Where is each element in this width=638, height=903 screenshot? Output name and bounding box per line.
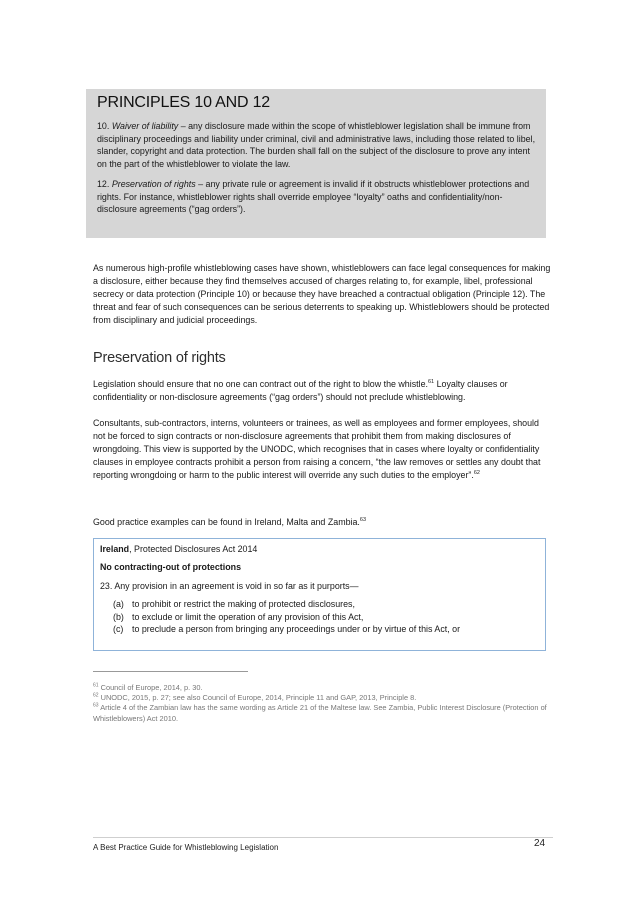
paragraph-contracting-text: Legislation should ensure that no one can contract out of the right to blow the whistle. bbox=[93, 379, 428, 389]
footnote-number: 63 bbox=[93, 702, 99, 709]
footer-title: A Best Practice Guide for Whistleblowing Legislation bbox=[93, 843, 279, 852]
paragraph-consultants bbox=[93, 417, 553, 482]
footer-separator bbox=[93, 837, 553, 838]
provision-list bbox=[100, 598, 539, 635]
footnote-62 bbox=[93, 693, 548, 703]
footnote-63 bbox=[93, 703, 548, 723]
paragraph-consultants-text: Consultants, sub-contractors, interns, volunteers or trainees, as well as employees and former employees, should not be forced to sign contracts or non-disclosure agreements that prohibit them from making disclosures of wrongdoing. This view is supported by the UNODC, which recognises that in cases where loyalty or confidentiality clauses in employee contracts prohibit a person from raising a concern, “the law removes or settles any doubt that reporting wrongdoing or harm to the public interest will override any such duties to the employer”. bbox=[93, 418, 541, 480]
footnote-text: Council of Europe, 2014, p. 30. bbox=[98, 683, 203, 692]
paragraph-good-practice bbox=[93, 516, 553, 529]
footnote-text: UNODC, 2015, p. 27; see also Council of Europe, 2014, Principle 11 and GAP, 2013, Principle 8. bbox=[98, 693, 417, 703]
footnotes bbox=[93, 683, 548, 724]
list-item bbox=[113, 623, 539, 635]
section-heading: Preservation of rights bbox=[93, 350, 226, 366]
footnote-61 bbox=[93, 683, 548, 693]
footnote-separator bbox=[93, 671, 248, 672]
list-item-mark: (a) bbox=[113, 599, 124, 610]
ireland-law-box bbox=[93, 538, 546, 651]
paragraph-contracting-text-2: Loyalty clauses or confidentiality or non-disclosure agreements (“gag orders”) should not preclude whistleblowing. bbox=[93, 379, 508, 402]
footnote-number: 61 bbox=[93, 682, 99, 689]
list-item-mark: (b) bbox=[113, 611, 124, 622]
principle-12-number: 12. bbox=[97, 178, 112, 189]
footnote-ref-62: 62 bbox=[473, 469, 480, 476]
intro-paragraph: As numerous high-profile whistleblowing cases have shown, whistleblowers can face legal consequences for making a disclosure, either because they find themselves accused of charges relating to, for example, libel, professional secrecy or data protection (Principle 10) or because they have breached a contractual obligation (Principle 12). The threat and fear of such consequences can be serious deterrents to speaking up. Whistleblowers should be protected from disciplinary and judicial proceedings. bbox=[93, 263, 551, 325]
principle-12-name: Preservation of rights bbox=[111, 178, 196, 189]
list-item-text: to prohibit or restrict the making of protected disclosures, bbox=[132, 599, 355, 610]
principle-12 bbox=[97, 178, 538, 216]
principle-10-number: 10. bbox=[97, 121, 112, 131]
principle-10 bbox=[97, 120, 538, 171]
principle-10-name: Waiver of liability bbox=[111, 121, 179, 131]
law-provision: 23. Any provision in an agreement is void in so far as it purports— bbox=[100, 580, 359, 591]
principles-box bbox=[86, 89, 546, 238]
law-title bbox=[100, 543, 539, 555]
principle-12-text: – any private rule or agreement is invalid if it obstructs whistleblower protections and rights. For instance, whistleblower rights shall override employee “loyalty” oaths and confidentiality/non-disclosure agreements (“gag orders”). bbox=[97, 178, 530, 215]
law-subtitle: No contracting-out of protections bbox=[100, 562, 242, 573]
footnote-ref-63: 63 bbox=[359, 517, 367, 524]
law-country: Ireland bbox=[100, 544, 130, 554]
law-act: , Protected Disclosures Act 2014 bbox=[129, 544, 258, 554]
paragraph-contracting bbox=[93, 378, 553, 404]
list-item-mark: (c) bbox=[113, 623, 124, 634]
footnote-text: Article 4 of the Zambian law has the same wording as Article 21 of the Maltese law. See Zambia, Public Interest Disclosure (Protection of Whistleblowers) Act 2010. bbox=[93, 703, 547, 723]
paragraph-good-practice-text: Good practice examples can be found in Ireland, Malta and Zambia. bbox=[93, 517, 360, 527]
principle-10-text: – any disclosure made within the scope of whistleblower legislation shall be immune from disciplinary proceedings and liability under criminal, civil and administrative laws, including those related to libel, slander, copyright and data protection. The burden shall fall on the subject of the disclosure to prove any intent on the part of the whistleblower to violate the law. bbox=[97, 121, 536, 170]
principles-title: PRINCIPLES 10 AND 12 bbox=[97, 94, 270, 111]
page-number: 24 bbox=[534, 838, 546, 849]
list-item bbox=[113, 598, 539, 610]
footnote-ref-61: 61 bbox=[428, 379, 435, 386]
list-item-text: to preclude a person from bringing any proceedings under or by virtue of this Act, or bbox=[132, 623, 461, 634]
list-item-text: to exclude or limit the operation of any provision of this Act, bbox=[132, 611, 364, 622]
footnote-number: 62 bbox=[93, 692, 99, 699]
list-item bbox=[113, 611, 539, 623]
